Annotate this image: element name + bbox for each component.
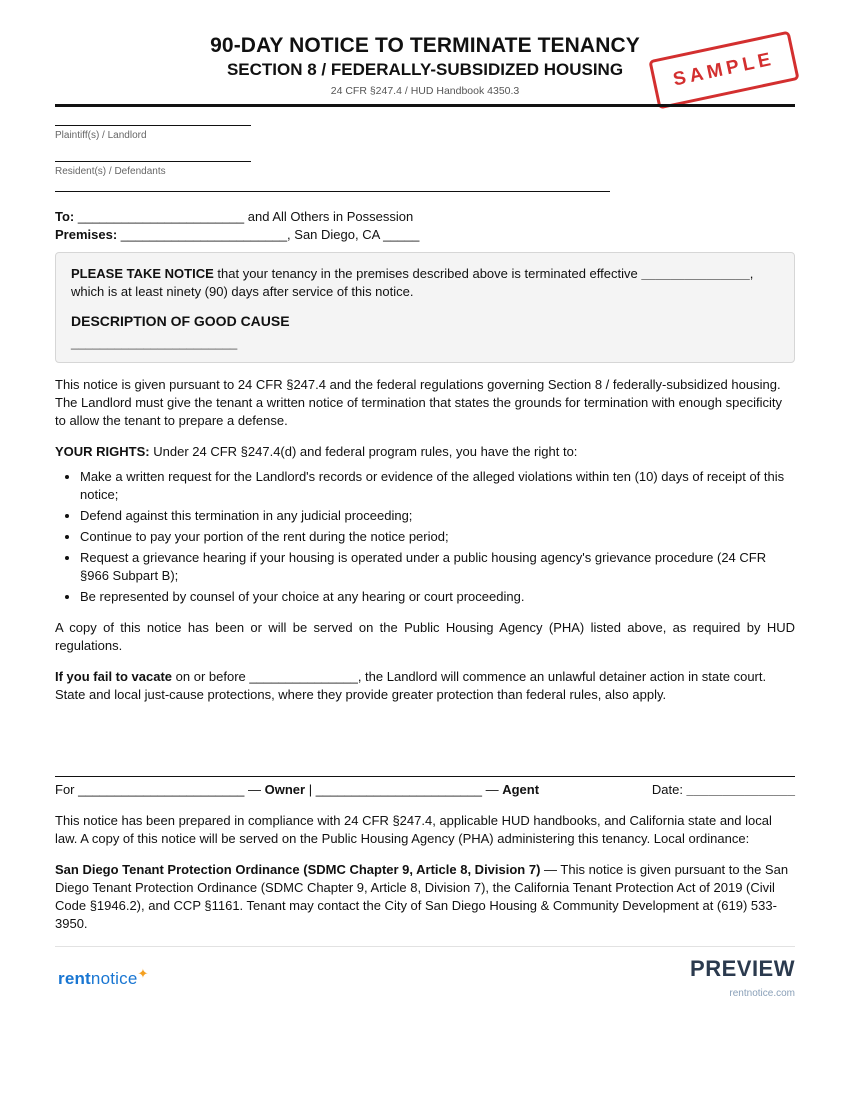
addressee-block xyxy=(55,208,795,244)
pursuant-paragraph: This notice is given pursuant to 24 CFR §247.4 and the federal regulations governing Section 8 / federally-subsidized housing. The Landlord must give the tenant a written notice of termination that states the grounds for termination with enough specificity to allow the tenant to prepare a defense. xyxy=(55,377,782,428)
resident-block xyxy=(55,161,795,177)
rights-list-item: • Continue to pay your portion of the rent during the notice period; xyxy=(80,528,795,546)
document-title: 90-DAY NOTICE TO TERMINATE TENANCY xyxy=(210,34,640,57)
notice-text-after: , which is at least ninety (90) days after service of this notice. xyxy=(71,266,754,299)
premises-line xyxy=(55,226,795,244)
good-cause-blank: _______________________ xyxy=(71,335,238,350)
vacate-paragraph xyxy=(55,668,795,704)
notice-text-before: that your tenancy in the premises described above is terminated effective xyxy=(213,266,642,281)
plaintiff-label: Plaintiff(s) / Landlord xyxy=(55,130,147,141)
ordinance-text: — This notice is given pursuant to the San Diego Tenant Protection Ordinance (SDMC Chapter 9, Article 8, Division 7), the California Tenant Protection Act of 2019 (Civil Code §1946.2), and CCP §1161. Tenant may contact the City of San Diego Housing & Community Development at (619) 533-3950. xyxy=(55,862,789,931)
pha-paragraph: A copy of this notice has been or will be served on the Public Housing Agency (PHA) listed above, as required by HUD regulations. xyxy=(55,620,795,653)
premises-value: _______________________, San Diego, CA _____ xyxy=(117,227,420,242)
agent-blank: | _______________________ — xyxy=(305,782,503,797)
rights-list-item: • Defend against this termination in any judicial proceeding; xyxy=(80,507,795,525)
signature-row xyxy=(55,781,795,799)
rights-list-item: • Request a grievance hearing if your housing is operated under a public housing agency's grievance procedure (24 CFR §966 Subpart B); xyxy=(80,549,795,585)
notice-document xyxy=(55,0,795,1007)
date-label: Date: xyxy=(651,782,687,797)
rights-intro-text: Under 24 CFR §247.4(d) and federal program rules, you have the right to: xyxy=(149,444,578,459)
footer xyxy=(55,947,795,1007)
rights-lead: YOUR RIGHTS: xyxy=(55,444,150,459)
preview-label: PREVIEW xyxy=(690,956,795,981)
owner-blank: _______________________ — xyxy=(74,782,265,797)
for-label: For xyxy=(55,782,75,797)
plaintiff-block xyxy=(55,125,795,141)
date-blank: _______________ xyxy=(686,782,795,797)
header-rule xyxy=(55,104,795,107)
signer-line xyxy=(55,781,539,799)
premises-label: Premises: xyxy=(55,227,118,242)
document-header xyxy=(55,34,795,97)
effective-date-blank: _______________ xyxy=(641,266,750,281)
owner-label: Owner xyxy=(264,782,306,797)
date-field xyxy=(652,781,795,799)
document-subtitle: SECTION 8 / FEDERALLY-SUBSIDIZED HOUSING xyxy=(226,60,624,79)
regulation-citation: 24 CFR §247.4 / HUD Handbook 4350.3 xyxy=(330,85,520,97)
to-value: _______________________ and All Others in Possession xyxy=(74,209,414,224)
rights-list xyxy=(55,468,795,606)
rights-intro xyxy=(55,443,795,461)
signature-rule xyxy=(55,776,795,777)
site-url: rentnotice.com xyxy=(729,988,795,999)
termination-notice-box xyxy=(55,252,795,363)
ordinance-lead: San Diego Tenant Protection Ordinance (SDMC Chapter 9, Article 8, Division 7) xyxy=(55,862,541,877)
agent-label: Agent xyxy=(502,782,540,797)
vacate-lead: If you fail to vacate xyxy=(55,669,173,684)
resident-signature-line xyxy=(55,161,251,162)
logo-notice: notice xyxy=(90,969,138,988)
resident-label: Resident(s) / Defendants xyxy=(55,166,166,177)
sparkle-icon: ✦ xyxy=(137,966,149,981)
ordinance-paragraph xyxy=(55,861,795,933)
to-label: To: xyxy=(55,209,75,224)
rights-list-item: • Be represented by counsel of your choice at any hearing or court proceeding. xyxy=(80,588,795,606)
plaintiff-signature-line xyxy=(55,125,251,126)
to-line xyxy=(55,208,795,226)
caption-rule xyxy=(55,191,610,192)
termination-statement xyxy=(71,265,779,301)
good-cause-heading: DESCRIPTION OF GOOD CAUSE xyxy=(71,313,290,329)
compliance-paragraph: This notice has been prepared in compliance with 24 CFR §247.4, applicable HUD handbooks, and California state and local law. A copy of this notice will be served on the Public Housing Agency (PHA) administering this tenancy. Local ordinance: xyxy=(55,813,772,846)
logo-rent: rent xyxy=(58,969,91,988)
rights-list-item: • Make a written request for the Landlord's records or evidence of the alleged violations within ten (10) days of receipt of this notice; xyxy=(80,468,795,504)
sample-stamp: SAMPLE xyxy=(648,31,799,110)
notice-lead: PLEASE TAKE NOTICE xyxy=(71,266,214,281)
vacate-text: on or before _______________, the Landlord will commence an unlawful detainer action in state court. State and local just-cause protections, where they provide greater protection than federal rules, also apply. xyxy=(55,669,767,702)
rentnotice-logo xyxy=(58,966,149,989)
